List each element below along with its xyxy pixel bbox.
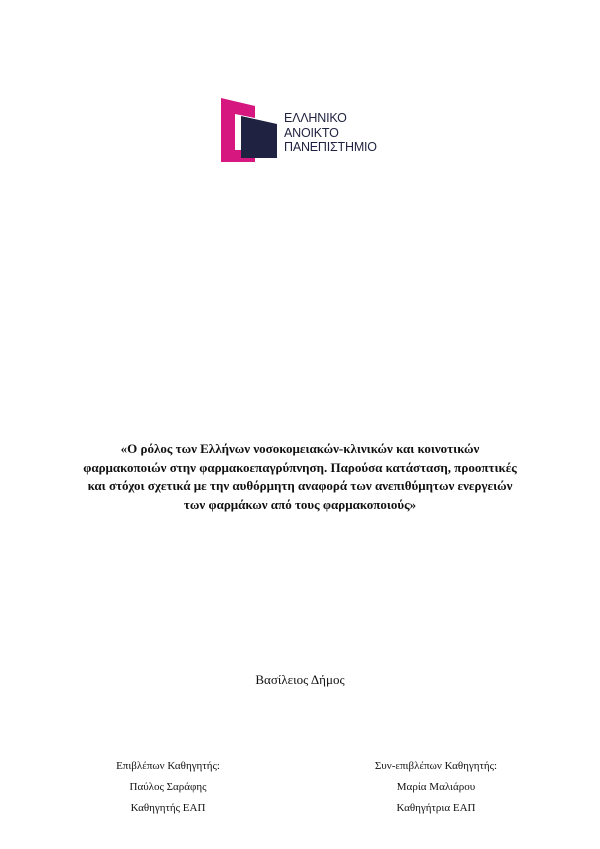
supervisor-name: Παύλος Σαράφης [129,781,207,793]
co-supervisor-name: Μαρία Μαλιάρου [396,781,476,793]
title-line-2: φαρμακοποιών στην φαρμακοεπαγρύπνηση. Παρούσα κατάσταση, προοπτικές [83,459,517,475]
university-logo [221,98,391,162]
co-supervisor-role: Συν-επιβλέπων Καθηγητής: [374,760,498,772]
thesis-title [60,440,540,514]
title-line-3: και στόχοι σχετικά με την αυθόρμητη αναφορά των ανεπιθύμητων ενεργειών [87,478,513,493]
title-line-1: «Ο ρόλος των Ελλήνων νοσοκομειακών-κλινικών και κοινοτικών [120,441,480,456]
title-line-4: των φαρμάκων από τους φαρμακοποιούς» [183,496,417,512]
logo-text [284,111,377,155]
supervisor-position: Καθηγητής ΕΑΠ [130,802,206,814]
co-supervisor-block [326,756,546,819]
eap-logo-icon [221,98,283,162]
supervisor-block [58,756,278,819]
co-supervisor-position: Καθηγήτρια ΕΑΠ [396,802,476,814]
logo-line-3: ΠΑΝΕΠΙΣΤΗΜΙΟ [284,140,377,154]
logo-line-1: ΕΛΛΗΝΙΚΟ [284,111,347,125]
supervisor-role: Επιβλέπων Καθηγητής: [116,760,220,772]
logo-line-2: ΑΝΟΙΚΤΟ [284,125,339,140]
author-name: Βασίλειος Δήμος [255,672,345,687]
